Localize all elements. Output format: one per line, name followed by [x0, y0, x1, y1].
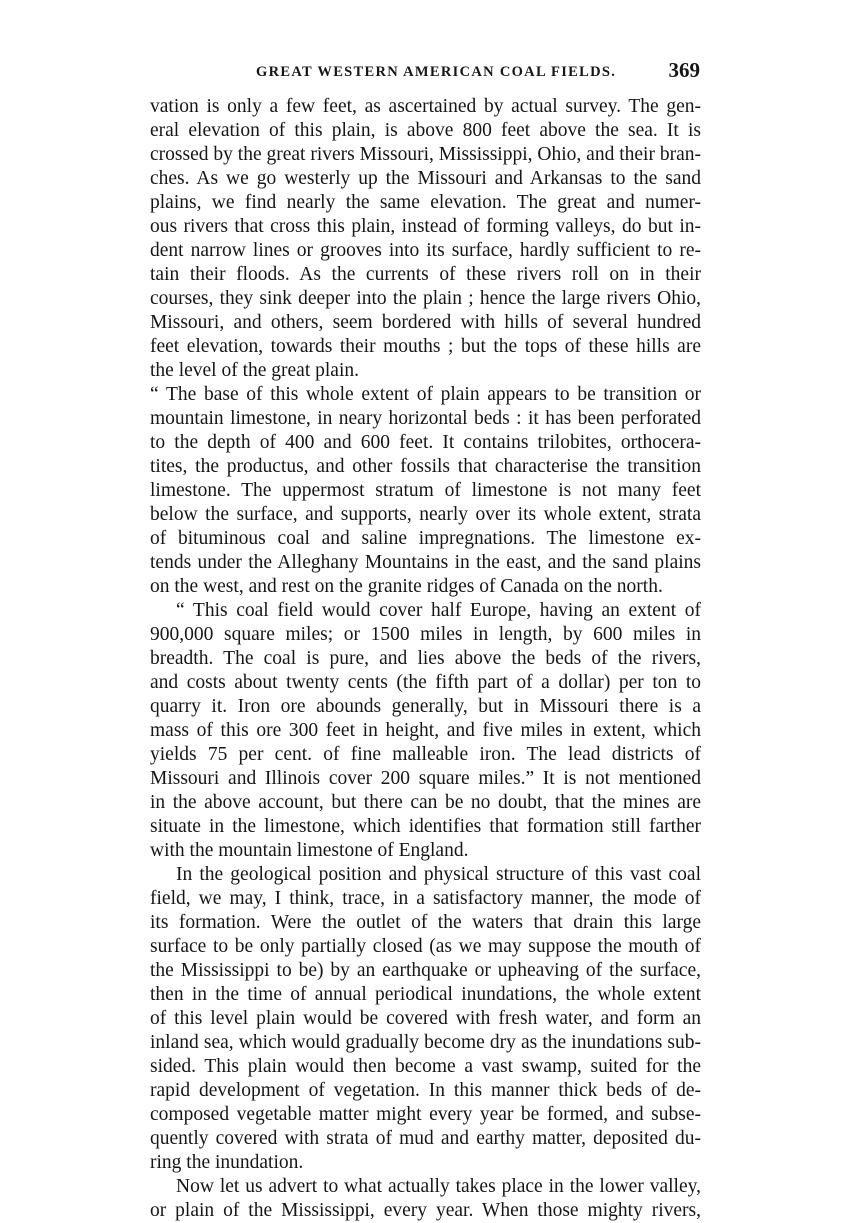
text-line: sided. This plain would then become a vast swamp, suited for the: [150, 1056, 701, 1077]
text-line: surface to be only partially closed (as we may suppose the mouth of: [150, 936, 701, 957]
text-line: inland sea, which would gradually become dry as the inundations sub-: [150, 1032, 701, 1053]
text-line: Now let us advert to what actually takes place in the lower valley,: [176, 1176, 701, 1197]
text-line: quently covered with strata of mud and earthy matter, deposited du-: [150, 1128, 701, 1149]
running-title: GREAT WESTERN AMERICAN COAL FIELDS.: [256, 64, 617, 80]
text-line: “ The base of this whole extent of plain appears to be transition or: [150, 384, 701, 405]
text-line: yields 75 per cent. of fine malleable iron. The lead districts of: [150, 744, 701, 765]
text-line: eral elevation of this plain, is above 800 feet above the sea. It is: [150, 120, 701, 141]
text-line: composed vegetable matter might every year be formed, and subse-: [150, 1104, 701, 1125]
text-line: its formation. Were the outlet of the waters that drain this large: [150, 912, 701, 933]
text-line: dent narrow lines or grooves into its surface, hardly sufficient to re-: [150, 240, 701, 261]
text-line: of bituminous coal and saline impregnations. The limestone ex-: [150, 528, 701, 549]
text-line: feet elevation, towards their mouths ; but the tops of these hills are: [150, 336, 701, 357]
text-line: to the depth of 400 and 600 feet. It contains trilobites, orthocera-: [150, 432, 701, 453]
text-line: limestone. The uppermost stratum of limestone is not many feet: [150, 480, 701, 501]
text-line: and costs about twenty cents (the fifth part of a dollar) per ton to: [150, 672, 701, 693]
text-line: ches. As we go westerly up the Missouri and Arkansas to the sand: [150, 168, 701, 189]
text-line: or plain of the Mississippi, every year. When those mighty rivers,: [150, 1200, 701, 1221]
text-line: breadth. The coal is pure, and lies above the beds of the rivers,: [150, 648, 701, 669]
text-line: Missouri and Illinois cover 200 square miles.” It is not mentioned: [150, 768, 701, 789]
text-line: 900,000 square miles; or 1500 miles in length, by 600 miles in: [150, 624, 701, 645]
text-line: below the surface, and supports, nearly over its whole extent, strata: [150, 504, 701, 525]
running-head: [150, 56, 706, 86]
text-line: courses, they sink deeper into the plain ; hence the large rivers Ohio,: [150, 288, 701, 309]
text-line: with the mountain limestone of England.: [150, 840, 469, 861]
text-line: the Mississippi to be) by an earthquake or upheaving of the surface,: [150, 960, 701, 981]
text-line: mountain limestone, in neary horizontal beds : it has been perforated: [150, 408, 701, 429]
text-line: field, we may, I think, trace, in a satisfactory manner, the mode of: [150, 888, 701, 909]
text-line: Missouri, and others, seem bordered with hills of several hundred: [150, 312, 701, 333]
text-line: In the geological position and physical structure of this vast coal: [176, 864, 701, 885]
text-line: situate in the limestone, which identifies that formation still farther: [150, 816, 701, 837]
text-line: tain their floods. As the currents of these rivers roll on in their: [150, 264, 701, 285]
text-line: mass of this ore 300 feet in height, and five miles in extent, which: [150, 720, 701, 741]
body-text: [150, 95, 701, 1223]
text-line: rapid development of vegetation. In this manner thick beds of de-: [150, 1080, 701, 1101]
page-number: 369: [668, 58, 700, 82]
text-line: plains, we find nearly the same elevation. The great and numer-: [150, 192, 701, 213]
text-line: on the west, and rest on the granite ridges of Canada on the north.: [150, 576, 663, 597]
text-line: “ This coal field would cover half Europe, having an extent of: [176, 600, 701, 621]
text-line: quarry it. Iron ore abounds generally, but in Missouri there is a: [150, 696, 701, 717]
text-line: vation is only a few feet, as ascertained by actual survey. The gen-: [150, 96, 701, 117]
text-line: tites, the productus, and other fossils that characterise the transition: [150, 456, 701, 477]
text-line: in the above account, but there can be no doubt, that the mines are: [150, 792, 701, 813]
text-line: tends under the Alleghany Mountains in the east, and the sand plains: [150, 552, 701, 573]
text-line: of this level plain would be covered with fresh water, and form an: [150, 1008, 701, 1029]
text-line: then in the time of annual periodical inundations, the whole extent: [150, 984, 701, 1005]
text-line: ring the inundation.: [150, 1152, 304, 1173]
text-line: crossed by the great rivers Missouri, Mississippi, Ohio, and their bran-: [150, 144, 701, 165]
text-line: the level of the great plain.: [150, 360, 359, 381]
text-line: ous rivers that cross this plain, instead of forming valleys, do but in-: [150, 216, 701, 237]
